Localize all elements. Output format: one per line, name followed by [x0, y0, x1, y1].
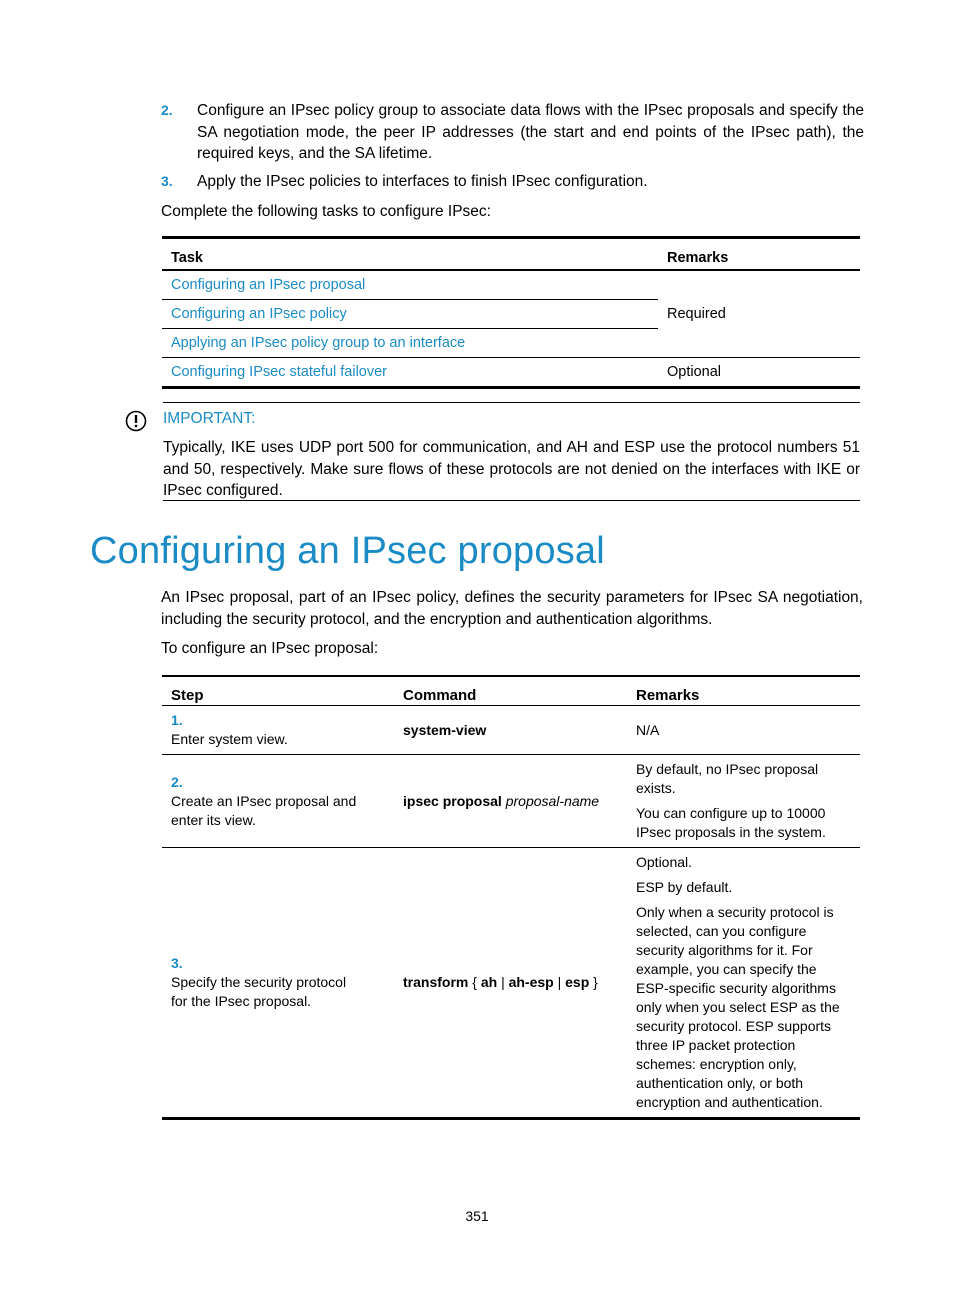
divider: [163, 402, 860, 403]
option-ah-esp: ah-esp: [508, 974, 554, 990]
step-description: Create an IPsec proposal and enter its view.: [171, 792, 357, 828]
step-number: 3.: [171, 955, 183, 971]
header-remarks: Remarks: [627, 676, 860, 706]
section-intro: To configure an IPsec proposal:: [161, 640, 379, 657]
task-link-apply[interactable]: Applying an IPsec policy group to an interface: [171, 335, 466, 351]
brace-close: }: [593, 974, 598, 990]
separator: |: [501, 974, 505, 990]
step-description: Enter system view.: [171, 731, 288, 747]
command-argument: proposal-name: [505, 792, 600, 809]
command-table-header: [162, 676, 860, 706]
command-keyword: system-view: [403, 721, 487, 738]
important-text: Typically, IKE uses UDP port 500 for communication, and AH and ESP use the protocol numbers 51 and 50, respectively. Make sure flows of these protocols are not denied on the interfaces with IKE or IPsec configured.: [163, 439, 860, 499]
tasks-intro: Complete the following tasks to configure IPsec:: [161, 203, 491, 220]
task-link-proposal[interactable]: Configuring an IPsec proposal: [171, 277, 366, 293]
remarks-required: Required: [658, 270, 860, 358]
remark-text: N/A: [636, 721, 660, 738]
command-keyword: ipsec proposal: [403, 792, 502, 809]
step-item: [161, 100, 864, 165]
divider: [163, 500, 860, 501]
header-step: Step: [162, 676, 394, 706]
table-row: [162, 755, 860, 848]
step-text: Apply the IPsec policies to interfaces to finish IPsec configuration.: [197, 172, 648, 190]
numbered-steps: [161, 100, 864, 198]
header-remarks: Remarks: [658, 238, 860, 271]
table-row: [162, 358, 860, 388]
task-table-header: [162, 238, 860, 271]
task-link-policy[interactable]: Configuring an IPsec policy: [171, 306, 347, 322]
step-item: [161, 171, 864, 193]
remark-text: You can configure up to 10000 IPsec proposals in the system.: [636, 805, 826, 840]
remark-text: Only when a security protocol is selected, can you configure security algorithms for it. For example, you can specify the ESP-specific security algorithms only when you select ESP as the security protocol. ESP supports three IP packet protection schemes: encryption only, authentication only, or both encryption and authentication.: [636, 904, 840, 1110]
step-number: 3.: [161, 172, 173, 189]
remark-text: Optional.: [636, 854, 693, 870]
separator: |: [557, 974, 562, 990]
step-number: 2.: [171, 773, 183, 790]
warning-circle-icon: [125, 410, 147, 432]
remark-text: By default, no IPsec proposal exists.: [636, 761, 819, 796]
step-number: 1.: [171, 712, 183, 728]
remark-text: ESP by default.: [636, 879, 733, 895]
table-row: [162, 706, 860, 755]
task-table: [162, 236, 860, 389]
command-keyword: transform: [403, 974, 469, 990]
step-text: Configure an IPsec policy group to associate data flows with the IPsec proposals and specify the SA negotiation mode, the peer IP addresses (the start and end points of the IPsec path), the required keys, and the SA lifetime.: [197, 102, 864, 162]
table-row: [162, 270, 860, 300]
header-task: Task: [162, 238, 658, 271]
step-number: 2.: [161, 102, 173, 118]
remarks-optional: Optional: [658, 358, 860, 388]
option-esp: esp: [565, 974, 590, 990]
brace-open: {: [472, 974, 477, 990]
important-label: IMPORTANT:: [163, 410, 256, 427]
option-ah: ah: [480, 974, 498, 990]
command-table: [162, 675, 860, 1120]
section-title: Configuring an IPsec proposal: [90, 530, 605, 572]
section-paragraph: An IPsec proposal, part of an IPsec policy, defines the security parameters for IPsec SA negotiation, including the security protocol, and the encryption and authentication algorithms.: [161, 589, 863, 628]
task-link-failover[interactable]: Configuring IPsec stateful failover: [171, 364, 387, 380]
step-description: Specify the security protocol for the IPsec proposal.: [171, 974, 347, 1009]
header-command: Command: [394, 676, 627, 706]
table-row: [162, 848, 860, 1119]
page-number: 351: [465, 1208, 489, 1224]
